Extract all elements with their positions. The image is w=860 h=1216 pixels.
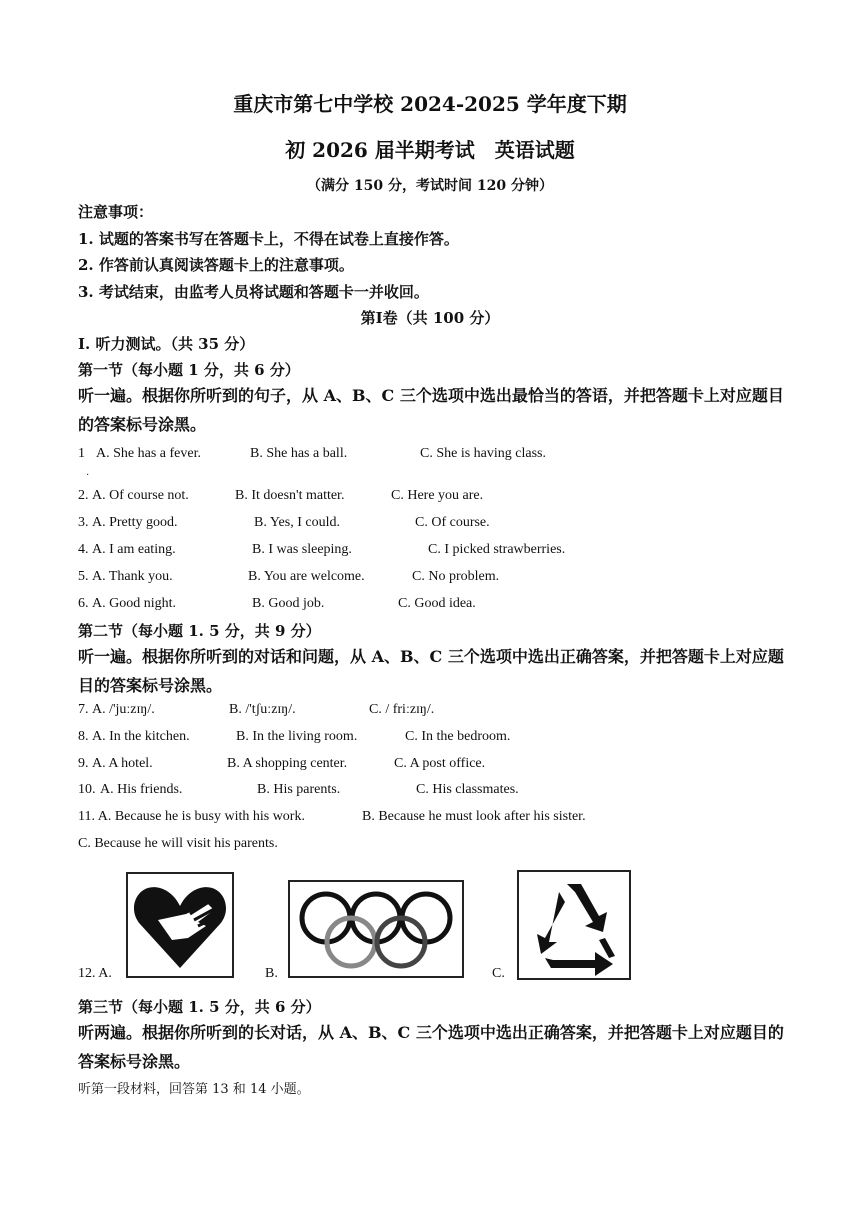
section3-material: 听第一段材料，回答第 13 和 14 小题。 [78,1082,310,1097]
note-item: 1. 试题的答案书写在答题卡上，不得在试卷上直接作答。 [78,230,459,248]
option-c: C. She is having class. [420,446,546,461]
option-a: 12. A. [78,966,112,981]
option-c: C. His classmates. [416,782,519,797]
section1-instruction: 听一遍。根据你所听到的句子，从 A、B、C 三个选项中选出最恰当的答语，并把答题卡上对应题目的答案标号涂黑。 [78,386,784,434]
volume-heading: 第Ⅰ卷（共 100 分） [360,309,500,327]
option-c: C. / friːzɪŋ/. [369,702,435,717]
option-a: A. In the kitchen. [92,729,190,744]
option-c: C. [492,966,505,981]
section3-heading: 第三节（每小题 1. 5 分，共 6 分） [78,998,321,1016]
olympic-rings-icon [290,882,462,976]
option-a: A. Good night. [92,596,176,611]
notes-heading: 注意事项： [78,203,154,221]
option-b: B. His parents. [257,782,341,797]
question-number: 10. [78,782,96,797]
option-a: 11. A. Because he is busy with his work. [78,809,305,824]
olympic-rings-image [288,880,464,978]
question-number: 6. [78,596,89,611]
option-a: A. Pretty good. [92,515,178,530]
question-number: 7. [78,702,89,717]
option-b: B. [265,966,278,981]
question-number: 8. [78,729,89,744]
option-c: C. Because he will visit his parents. [78,836,278,851]
option-a: A. Thank you. [92,569,173,584]
exam-subtitle: （满分 150 分，考试时间 120 分钟） [307,178,553,194]
question-number: 5. [78,569,89,584]
option-b: B. In the living room. [236,729,358,744]
section2-heading: 第二节（每小题 1. 5 分，共 9 分） [78,622,321,640]
question-number: 4. [78,542,89,557]
option-b: B. Because he must look after his sister. [362,809,586,824]
option-a: A. She has a fever. [96,446,201,461]
option-a: A. A hotel. [92,756,153,771]
dot-mark: · [86,470,90,481]
question-number: 3. [78,515,89,530]
section2-instruction: 听一遍。根据你所听到的对话和问题，从 A、B、C 三个选项中选出正确答案，并把答题卡上对应题目的答案标号涂黑。 [78,647,784,695]
option-b: B. A shopping center. [227,756,348,771]
option-c: C. In the bedroom. [405,729,511,744]
option-c: C. A post office. [394,756,486,771]
option-b: B. /'tʃuːzɪŋ/. [229,702,296,717]
question-number: 1 [78,446,85,461]
exam-title: 初 2026 届半期考试 英语试题 [285,138,575,162]
option-b: B. You are welcome. [248,569,365,584]
question-number: 2. [78,488,89,503]
recycle-image [517,870,631,980]
option-b: B. Yes, I could. [254,515,340,530]
question-number: 9. [78,756,89,771]
recycle-icon [519,872,629,978]
option-a: A. I am eating. [92,542,176,557]
option-c: C. Of course. [415,515,490,530]
option-c: C. No problem. [412,569,500,584]
option-b: B. She has a ball. [250,446,348,461]
option-a: A. Of course not. [92,488,189,503]
option-c: C. Here you are. [391,488,484,503]
note-item: 3. 考试结束，由监考人员将试题和答题卡一并收回。 [78,283,429,301]
option-b: B. Good job. [252,596,325,611]
option-b: B. It doesn't matter. [235,488,345,503]
part-heading: Ⅰ. 听力测试。（共 35 分） [78,335,255,353]
section3-instruction: 听两遍。根据你所听到的长对话，从 A、B、C 三个选项中选出正确答案，并把答题卡上对应题目的答案标号涂黑。 [78,1023,784,1071]
option-b: B. I was sleeping. [252,542,352,557]
section1-heading: 第一节（每小题 1 分，共 6 分） [78,361,300,379]
option-c: C. I picked strawberries. [428,542,566,557]
option-a: A. His friends. [100,782,183,797]
heart-hand-image [126,872,234,978]
page-title: 重庆市第七中学校 2024-2025 学年度下期 [233,92,627,116]
option-c: C. Good idea. [398,596,476,611]
heart-hand-icon [128,874,232,976]
note-item: 2. 作答前认真阅读答题卡上的注意事项。 [78,256,354,274]
option-a: A. /'juːzɪŋ/. [92,702,155,717]
